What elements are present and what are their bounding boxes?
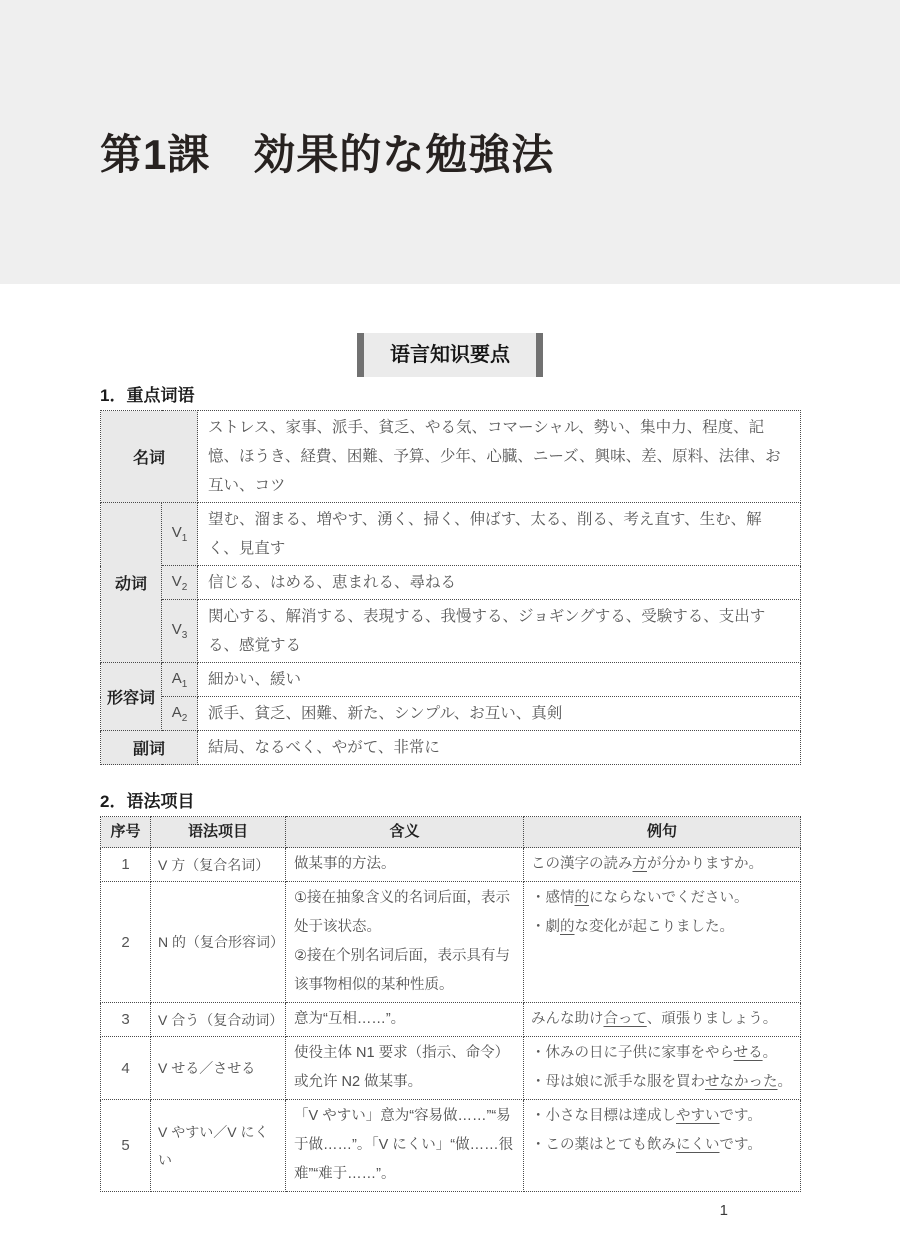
bullet-dot: ・ (531, 1137, 546, 1153)
example-sentence: ・この薬はとても飲みにくいです。 (531, 1137, 762, 1153)
bullet-dot: ・ (531, 890, 546, 906)
meaning-paragraph: 使役主体 N1 要求（指示、命令）或允许 N2 做某事。 (294, 1045, 510, 1090)
vocab-subcategory-cell: $A_2$ (162, 697, 198, 731)
vocab-words-cell: ストレス、家事、派手、貧乏、やる気、コマーシャル、勢い、集中力、程度、記憶、ほうき、経費、困難、予算、少年、心臓、ニーズ、興味、差、原料、法律、お互い、コツ (198, 411, 801, 503)
grammar-example-cell (524, 1003, 801, 1037)
meaning-paragraph: ②接在个别名词后面，表示具有与该事物相似的某种性质。 (294, 948, 510, 993)
vocab-category-cell: 动词 (101, 503, 162, 663)
grammar-header-cell: 含义 (286, 817, 524, 848)
lesson-title: 第1課 効果的な勉強法 (100, 131, 555, 178)
bullet-dot: ・ (531, 1108, 546, 1124)
vocab-subcategory-cell: $V_3$ (162, 600, 198, 663)
grammar-item-cell: V 方（复合名词） (151, 848, 286, 882)
grammar-row (101, 1003, 801, 1037)
grammar-item-cell: V せる／させる (151, 1037, 286, 1100)
grammar-example-cell (524, 848, 801, 882)
grammar-no-cell: 5 (101, 1100, 151, 1192)
meaning-paragraph: ①接在抽象含义的名词后面，表示处于该状态。 (294, 890, 510, 935)
banner-left-bar (357, 333, 364, 377)
grammar-row (101, 1037, 801, 1100)
banner-label: 语言知识要点 (390, 344, 510, 366)
vocab-subcategory-cell: $V_1$ (162, 503, 198, 566)
vocab-category-cell: 副词 (101, 731, 198, 765)
grammar-header-cell: 序号 (101, 817, 151, 848)
bullet-dot: ・ (531, 1074, 546, 1090)
grammar-example-cell (524, 1100, 801, 1192)
example-sentence: この漢字の読み方が分かりますか。 (531, 856, 763, 872)
vocab-table (100, 410, 801, 765)
vocab-row (101, 663, 801, 697)
grammar-no-cell: 3 (101, 1003, 151, 1037)
meaning-paragraph: 做某事的方法。 (294, 856, 396, 872)
vocab-category-cell: 名词 (101, 411, 198, 503)
meaning-paragraph: 「V やすい」意为“容易做……”“易于做……”。「V にくい」“做……很难”“难于……”。 (294, 1108, 514, 1182)
grammar-no-cell: 2 (101, 882, 151, 1003)
grammar-row (101, 848, 801, 882)
vocab-section-heading: 1．重点词语 (100, 386, 195, 405)
banner-right-bar (536, 333, 543, 377)
grammar-meaning-cell (286, 1100, 524, 1192)
section-banner (357, 333, 543, 377)
example-sentence: みんな助け合って、頑張りましょう。 (531, 1011, 778, 1027)
vocab-words-cell: 関心する、解消する、表現する、我慢する、ジョギングする、受験する、支出する、感覚する (198, 600, 801, 663)
vocab-category-cell: 形容词 (101, 663, 162, 731)
grammar-row (101, 1100, 801, 1192)
grammar-no-cell: 1 (101, 848, 151, 882)
grammar-meaning-cell (286, 882, 524, 1003)
meaning-paragraph: 意为“互相……”。 (294, 1011, 406, 1027)
grammar-header-row (101, 817, 801, 848)
lesson-header-band (0, 0, 900, 284)
grammar-item-cell: V 合う（复合动词） (151, 1003, 286, 1037)
vocab-row (101, 697, 801, 731)
vocab-row (101, 600, 801, 663)
vocab-row (101, 731, 801, 765)
grammar-example-cell (524, 1037, 801, 1100)
grammar-meaning-cell (286, 848, 524, 882)
bullet-dot: ・ (531, 1045, 546, 1061)
vocab-subcategory-cell: $A_1$ (162, 663, 198, 697)
vocab-words-cell: 派手、貧乏、困難、新た、シンプル、お互い、真剣 (198, 697, 801, 731)
example-sentence: ・劇的な変化が起こりました。 (531, 919, 734, 935)
example-sentence: ・感情的にならないでください。 (531, 890, 749, 906)
grammar-section-heading: 2．语法项目 (100, 792, 195, 811)
bullet-dot: ・ (531, 919, 546, 935)
vocab-words-cell: 信じる、はめる、恵まれる、尋ねる (198, 566, 801, 600)
vocab-words-cell: 望む、溜まる、増やす、湧く、掃く、伸ばす、太る、削る、考え直す、生む、解く、見直す (198, 503, 801, 566)
vocab-subcategory-cell: $V_2$ (162, 566, 198, 600)
grammar-no-cell: 4 (101, 1037, 151, 1100)
vocab-words-cell: 結局、なるべく、やがて、非常に (198, 731, 801, 765)
grammar-item-cell: N 的（复合形容词） (151, 882, 286, 1003)
vocab-words-cell: 細かい、緩い (198, 663, 801, 697)
example-sentence: ・小さな目標は達成しやすいです。 (531, 1108, 762, 1124)
grammar-meaning-cell (286, 1037, 524, 1100)
grammar-example-cell (524, 882, 801, 1003)
grammar-header-cell: 例句 (524, 817, 801, 848)
vocab-row (101, 411, 801, 503)
grammar-row (101, 882, 801, 1003)
example-sentence: ・母は娘に派手な服を買わせなかった。 (531, 1074, 792, 1090)
vocab-row (101, 566, 801, 600)
example-sentence: ・休みの日に子供に家事をやらせる。 (531, 1045, 778, 1061)
grammar-item-cell: V やすい／V にくい (151, 1100, 286, 1192)
grammar-table (100, 816, 801, 1192)
grammar-header-cell: 语法项目 (151, 817, 286, 848)
vocab-row (101, 503, 801, 566)
page-number: 1 (719, 1202, 728, 1219)
grammar-meaning-cell (286, 1003, 524, 1037)
content (100, 333, 800, 1219)
